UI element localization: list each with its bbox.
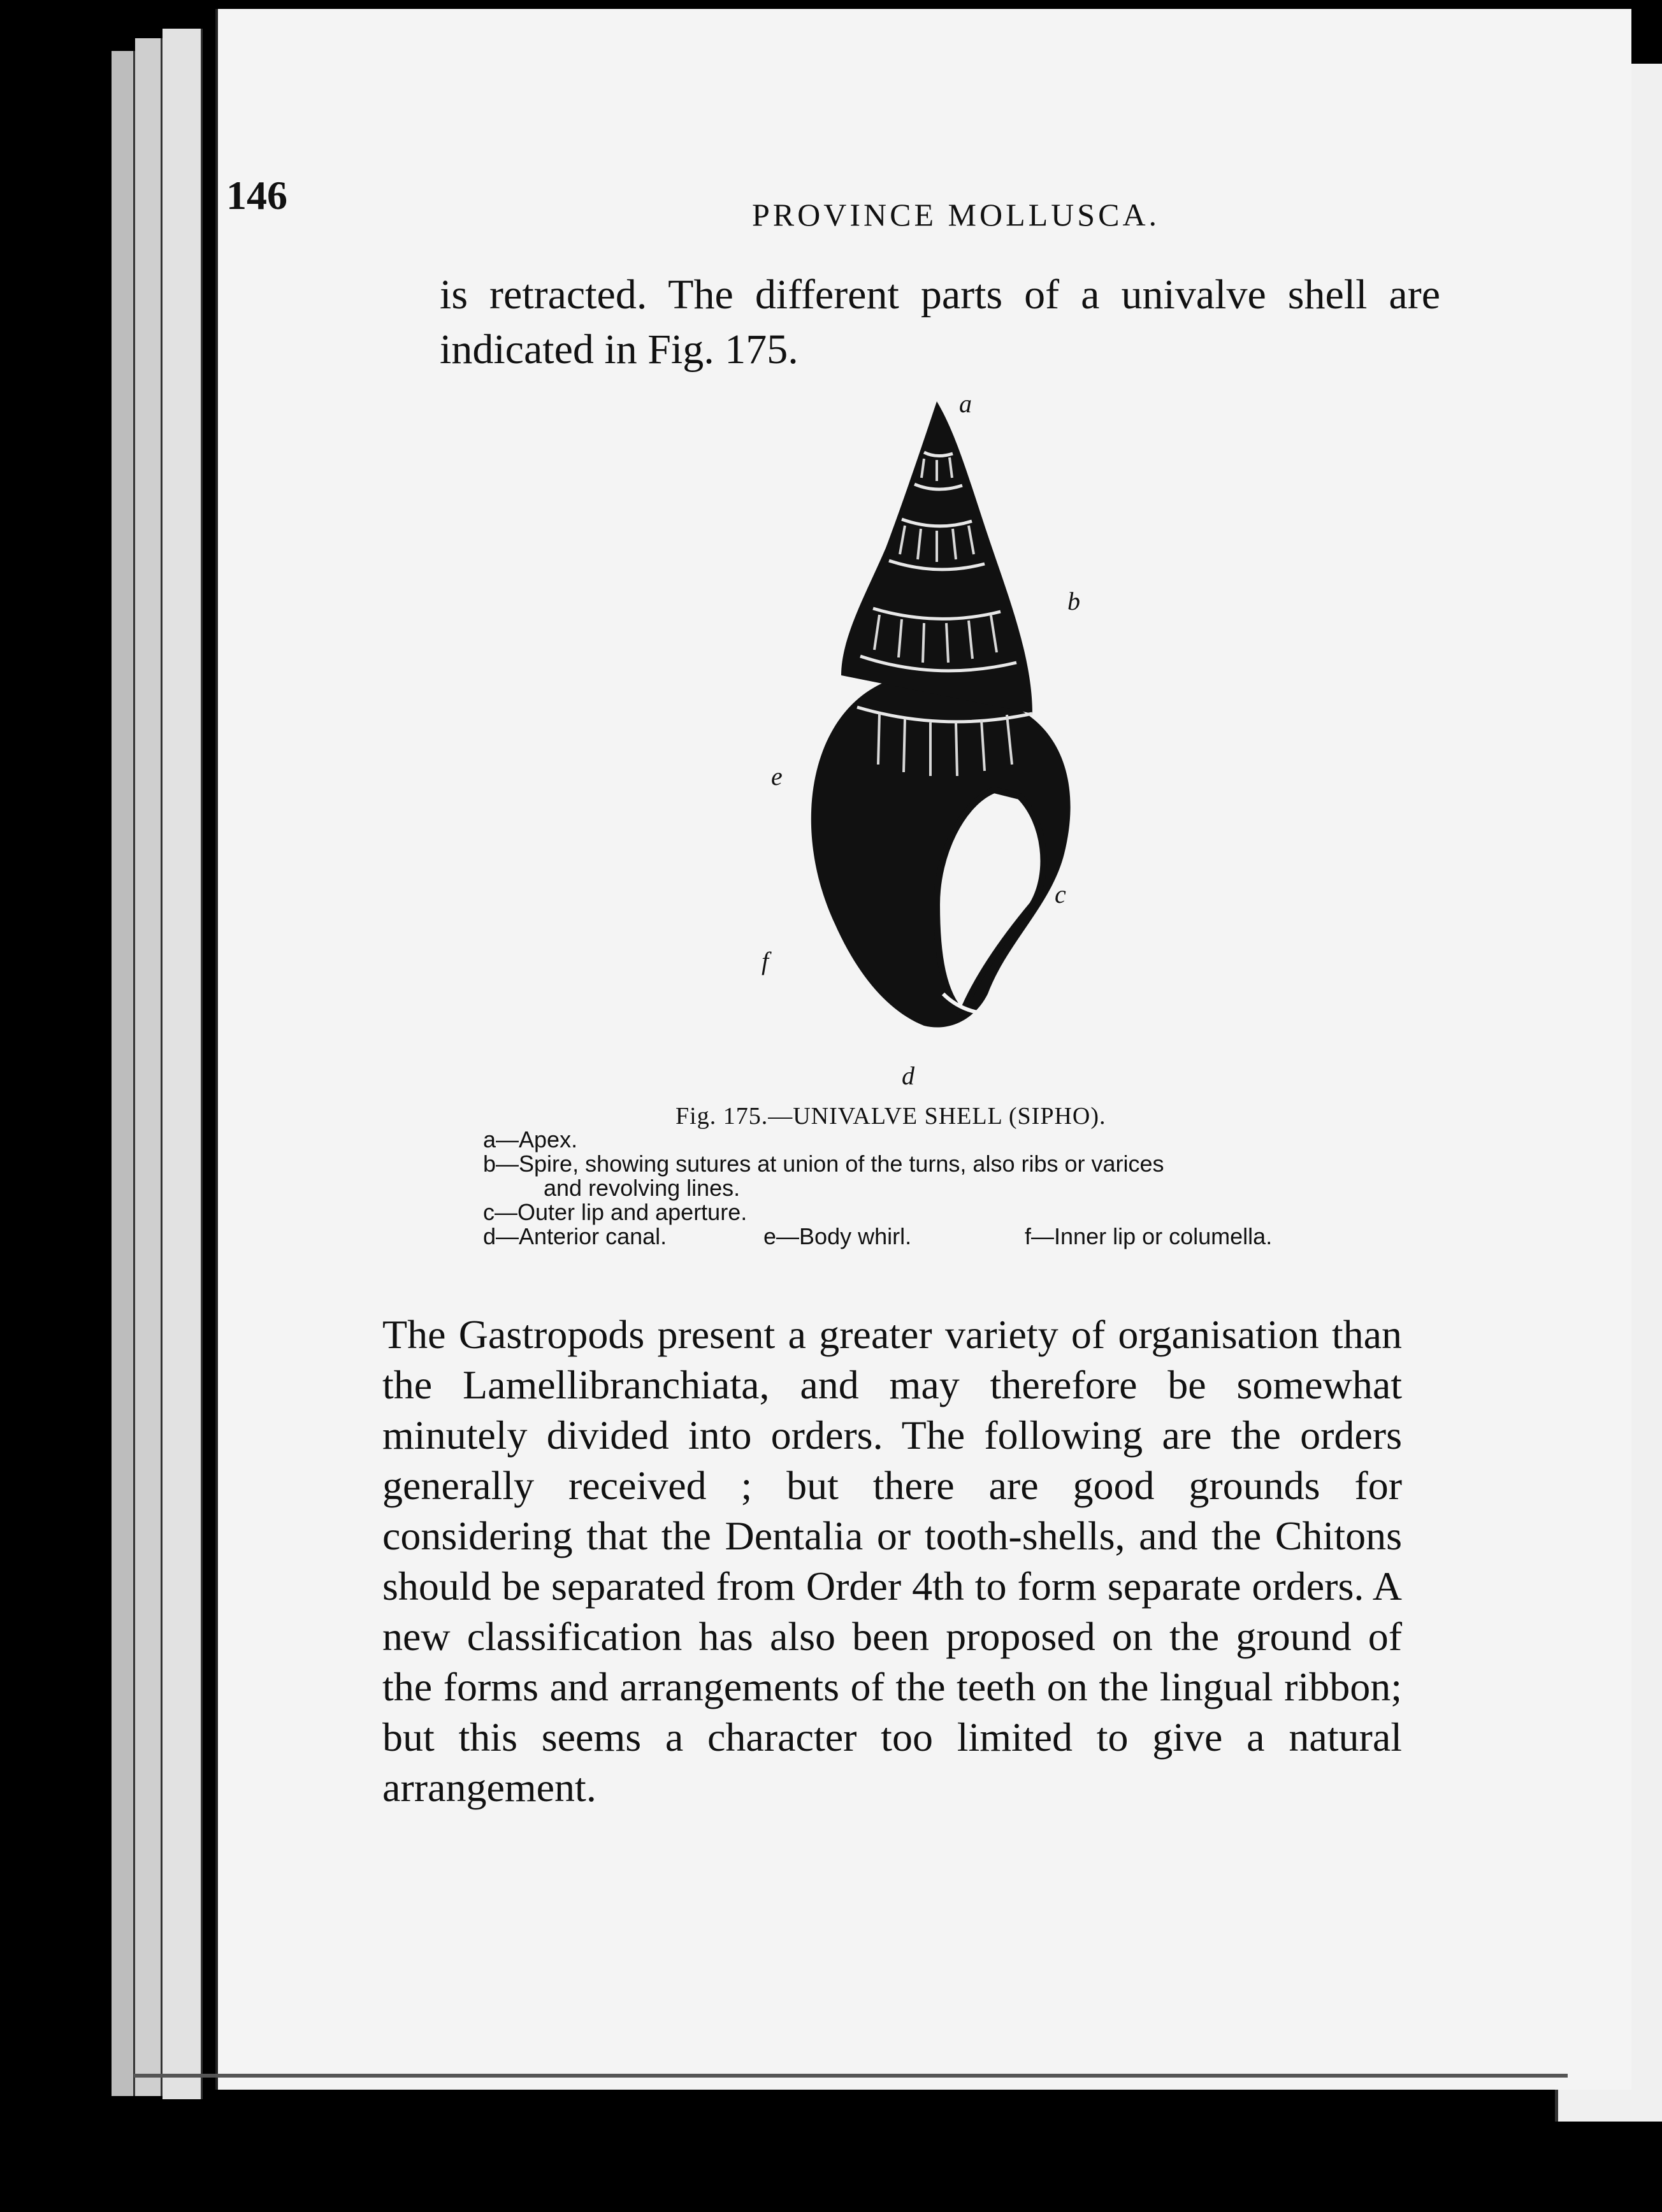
legend-a: a—Apex.	[483, 1126, 578, 1153]
label-e: e	[771, 762, 783, 791]
page-bottom-edge	[134, 2074, 1568, 2078]
label-d: d	[902, 1061, 914, 1090]
book-edge	[163, 29, 203, 2099]
running-title: PROVINCE MOLLUSCA.	[752, 197, 1160, 233]
figure-caption: Fig. 175.—UNIVALVE SHELL (SIPHO).	[676, 1103, 1106, 1130]
legend-b-cont: and revolving lines.	[544, 1175, 741, 1201]
body-paragraph: The Gastropods present a greater variety of organisation than the Lamellibranchiata, and may therefore be somewhat minutely divided into orders. The following are the orders generally received ; but there are good grounds for considering that the Dentalia or tooth-shells, and the Chitons should be separated from Order 4th to form separate orders. A new classification has also been proposed on the ground of the forms and arrangements of the teeth on the lingual ribbon; but this seems a character too limited to give a natural arrangement.	[382, 1312, 1402, 1810]
figure-legend	[483, 1121, 1362, 1249]
book-edge	[135, 38, 163, 2096]
intro-paragraph: is retracted. The different parts of a univalve shell are indicated in Fig. 175.	[440, 271, 1440, 373]
page-number: 146	[226, 173, 287, 218]
legend-row-def	[483, 1224, 1362, 1249]
legend-b: b—Spire, showing sutures at union of the turns, also ribs or varices	[483, 1151, 1164, 1177]
label-a: a	[959, 389, 972, 418]
legend-c: c—Outer lip and aperture.	[483, 1199, 748, 1225]
shell-figure	[733, 382, 1141, 1090]
univalve-shell-illustration	[733, 382, 1141, 1083]
label-b: b	[1067, 587, 1080, 615]
label-f: f	[762, 947, 769, 975]
legend-e: e—Body whirl.	[763, 1223, 912, 1249]
legend-d: d—Anterior canal.	[483, 1223, 667, 1249]
book-edge	[112, 51, 135, 2096]
legend-f: f—Inner lip or columella.	[1025, 1223, 1273, 1249]
label-c: c	[1055, 880, 1066, 908]
